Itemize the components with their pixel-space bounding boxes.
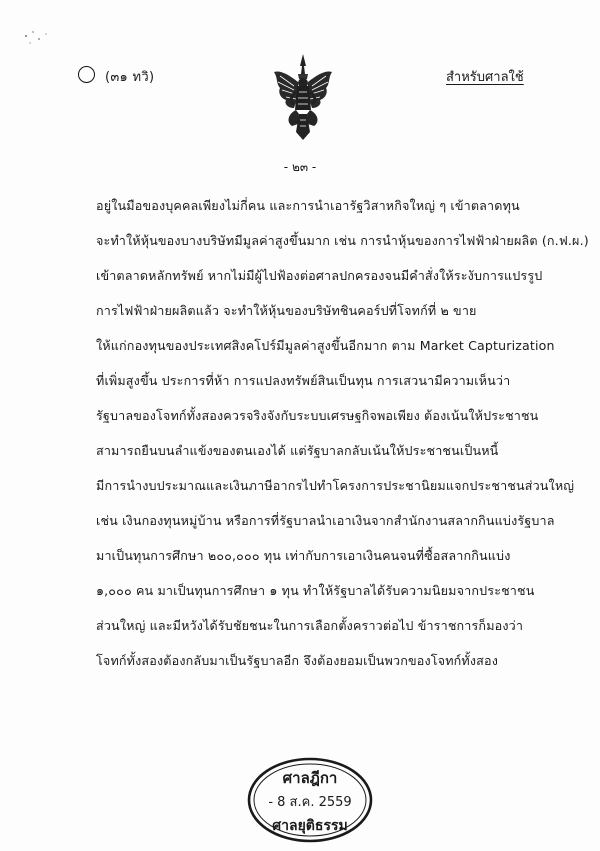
body-line: เช่น เงินกองทุนหมู่บ้าน หรือการที่รัฐบาลนำเอาเงินจากสำนักงานสลากกินแบ่งรัฐบาล xyxy=(96,513,555,528)
body-line: โจทก์ทั้งสองต้องกลับมาเป็นรัฐบาลอีก จึงต้องยอมเป็นพวกของโจทก์ทั้งสอง xyxy=(96,653,499,668)
body-line: สามารถยืนบนลำแข้งของตนเองได้ แต่รัฐบาลกลับเน้นให้ประชาชนเป็นหนี้ xyxy=(96,443,499,458)
stamp-top-text: ศาลฎีกา xyxy=(282,769,338,787)
stamp-date-text: - 8 ส.ค. 2559 xyxy=(268,795,352,810)
body-line: ให้แก่กองทุนของประเทศสิงคโปร์มีมูลค่าสูงขึ้นอีกมาก ตาม Market Capturization xyxy=(96,338,555,353)
body-line: อยู่ในมือของบุคคลเพียงไม่กี่คน และการนำเอารัฐวิสาหกิจใหญ่ ๆ เข้าตลาดทุน xyxy=(96,198,520,213)
page-number: - ๒๓ - xyxy=(283,160,317,174)
body-line: รัฐบาลของโจทก์ทั้งสองควรจริงจังกับระบบเศรษฐกิจพอเพียง ต้องเน้นให้ประชาชน xyxy=(96,408,539,423)
body-line: ที่เพิ่มสูงขึ้น ประการที่ห้า การแปลงทรัพย์สินเป็นทุน การเสวนามีความเห็นว่า xyxy=(96,373,511,388)
body-line: จะทำให้หุ้นของบางบริษัทมีมูลค่าสูงขึ้นมาก เช่น การนำหุ้นของการไฟฟ้าฝ่ายผลิต (ก.ฟ.ผ.) xyxy=(96,233,589,248)
body-line: มีการนำงบประมาณและเงินภาษีอากรไปทำโครงการประชานิยมแจกประชาชนส่วนใหญ่ xyxy=(96,478,575,493)
scan-specks xyxy=(22,28,52,48)
body-line: ส่วนใหญ่ และมีหวังได้รับชัยชนะในการเลือกตั้งคราวต่อไป ข้าราชการก็มองว่า xyxy=(96,618,524,633)
form-code: (๓๑ ทวิ) xyxy=(105,70,155,85)
circle-mark xyxy=(78,66,95,83)
body-paragraph xyxy=(96,196,589,686)
court-use-label: สำหรับศาลใช้ xyxy=(446,70,524,85)
stamp-bottom-text: ศาลยุติธรรม xyxy=(272,818,348,834)
body-line: เข้าตลาดหลักทรัพย์ หากไม่มีผู้ไปฟ้องต่อศาลปกครองจนมีคำสั่งให้ระงับการแปรรูป xyxy=(96,268,543,283)
body-line: การไฟฟ้าฝ่ายผลิตแล้ว จะทำให้หุ้นของบริษัทชินคอร์ปที่โจทก์ที่ ๒ ขาย xyxy=(96,303,477,318)
body-line: มาเป็นทุนการศึกษา ๒๐๐,๐๐๐ ทุน เท่ากับการเอาเงินคนจนที่ซื้อสลากกินแบ่ง xyxy=(96,548,511,563)
body-line: ๑,๐๐๐ คน มาเป็นทุนการศึกษา ๑ ทุน ทำให้รัฐบาลได้รับความนิยมจากประชาชน xyxy=(96,583,535,598)
garuda-emblem-icon xyxy=(272,52,334,142)
court-stamp xyxy=(245,755,375,845)
